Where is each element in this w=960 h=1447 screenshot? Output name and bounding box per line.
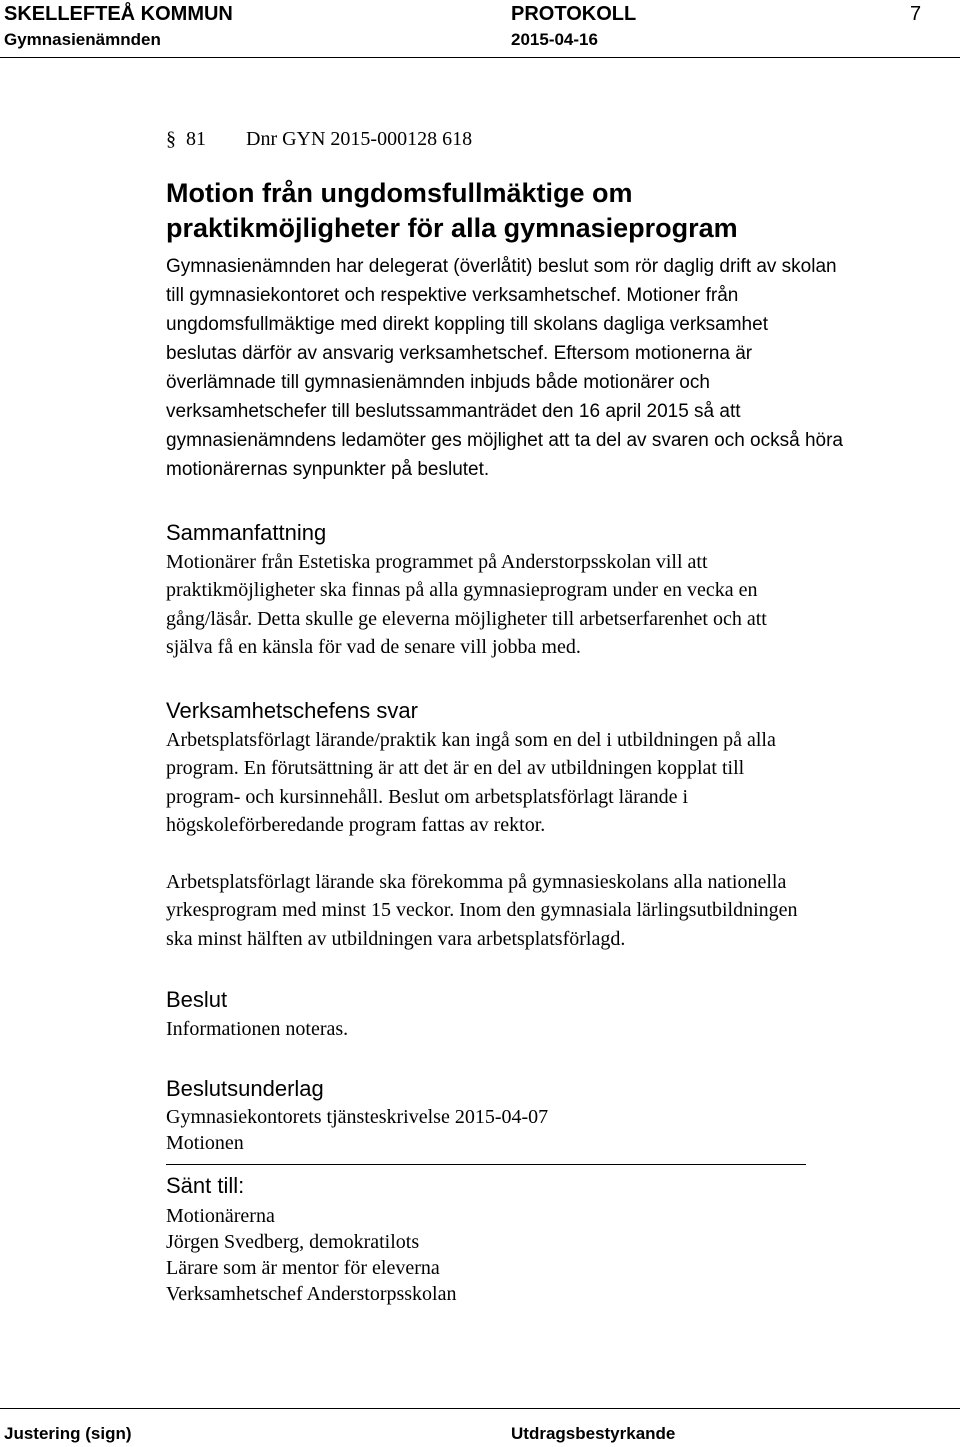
recipient-item: Motionärerna: [166, 1204, 275, 1227]
text-line: motionärernas synpunkter på beslutet.: [166, 458, 490, 480]
page-footer: [0, 1408, 960, 1447]
page-header: [0, 0, 960, 56]
decision-heading: Beslut: [166, 987, 228, 1012]
text-line: praktikmöjligheter ska finnas på alla gymnasieprogram under en vecka en: [166, 579, 758, 601]
case-title-line: Motion från ungdomsfullmäktige om: [166, 177, 633, 208]
paragraph-number: 81: [186, 128, 206, 150]
text-line: ungdomsfullmäktige med direkt koppling till skolans dagliga verksamhet: [166, 313, 768, 335]
footer-divider: [0, 1408, 960, 1409]
case-dnr: Dnr GYN 2015-000128 618: [246, 128, 473, 150]
document-type: PROTOKOLL: [511, 3, 637, 25]
text-line: gång/läsår. Detta skulle ge eleverna möjligheter till arbetserfarenhet och att: [166, 607, 767, 630]
case-title-line: praktikmöjligheter för alla gymnasieprogram: [166, 212, 738, 243]
page-number: 7: [910, 3, 922, 25]
text-line: gymnasienämndens ledamöter ges möjlighet att ta del av svaren och också höra: [166, 429, 843, 451]
case-title: [166, 176, 956, 246]
paragraph-symbol: §: [166, 128, 176, 150]
utdragsbestyrkande-label: Utdragsbestyrkande: [511, 1424, 676, 1443]
justering-label: Justering (sign): [4, 1424, 132, 1443]
text-line: beslutas därför av ansvarig verksamhetschef. Eftersom motionerna är: [166, 342, 753, 364]
summary-heading: Sammanfattning: [166, 519, 327, 545]
text-line: Arbetsplatsförlagt lärande ska förekomma på gymnasieskolans alla nationella: [166, 870, 787, 893]
text-line: program- och kursinnehåll. Beslut om arbetsplatsförlagt lärande i: [166, 785, 689, 808]
protocol-content: [166, 125, 956, 1307]
basis-list: [166, 1104, 956, 1156]
committee-name: Gymnasienämnden: [4, 30, 161, 49]
response-heading: Verksamhetschefens svar: [166, 697, 418, 723]
recipient-item: Verksamhetschef Anderstorpsskolan: [166, 1282, 457, 1305]
text-line: högskoleförberedande program fattas av rektor.: [166, 814, 546, 836]
header-divider: [0, 57, 960, 58]
decision-text: Informationen noteras.: [166, 1018, 349, 1040]
text-line: Motionärer från Estetiska programmet på Anderstorpsskolan vill att: [166, 550, 708, 573]
recipient-item: Jörgen Svedberg, demokratilots: [166, 1230, 420, 1253]
text-line: själva få en känsla för vad de senare vill jobba med.: [166, 636, 581, 658]
municipality-name: SKELLEFTEÅ KOMMUN: [4, 3, 233, 25]
basis-item: Gymnasiekontorets tjänsteskrivelse 2015-04-07: [166, 1105, 549, 1128]
text-line: Arbetsplatsförlagt lärande/praktik kan ingå som en del i utbildningen på alla: [166, 728, 776, 751]
text-line: yrkesprogram med minst 15 veckor. Inom den gymnasiala lärlingsutbildningen: [166, 899, 798, 921]
protocol-date: 2015-04-16: [511, 30, 598, 49]
response-paragraph: [166, 868, 956, 954]
basis-item: Motionen: [166, 1131, 244, 1154]
text-line: Gymnasienämnden har delegerat (överlåtit) beslut som rör daglig drift av skolan: [166, 255, 837, 277]
response-paragraph: [166, 726, 956, 840]
case-reference: [166, 125, 956, 154]
text-line: överlämnade till gymnasienämnden inbjuds både motionärer och: [166, 371, 710, 393]
text-line: ska minst hälften av utbildningen vara arbetsplatsförlagd.: [166, 927, 626, 950]
recipient-list: [166, 1203, 956, 1307]
separator-line: [166, 1164, 806, 1165]
text-line: verksamhetschefer till beslutssammanträdet den 16 april 2015 så att: [166, 400, 741, 422]
summary-paragraph: [166, 548, 956, 662]
intro-paragraph: [166, 252, 956, 484]
text-line: program. En förutsättning är att det är en del av utbildningen kopplat till: [166, 757, 745, 779]
sent-to-heading: Sänt till:: [166, 1172, 245, 1198]
basis-heading: Beslutsunderlag: [166, 1075, 324, 1101]
recipient-item: Lärare som är mentor för eleverna: [166, 1256, 440, 1279]
text-line: till gymnasiekontoret och respektive verksamhetschef. Motioner från: [166, 284, 739, 306]
